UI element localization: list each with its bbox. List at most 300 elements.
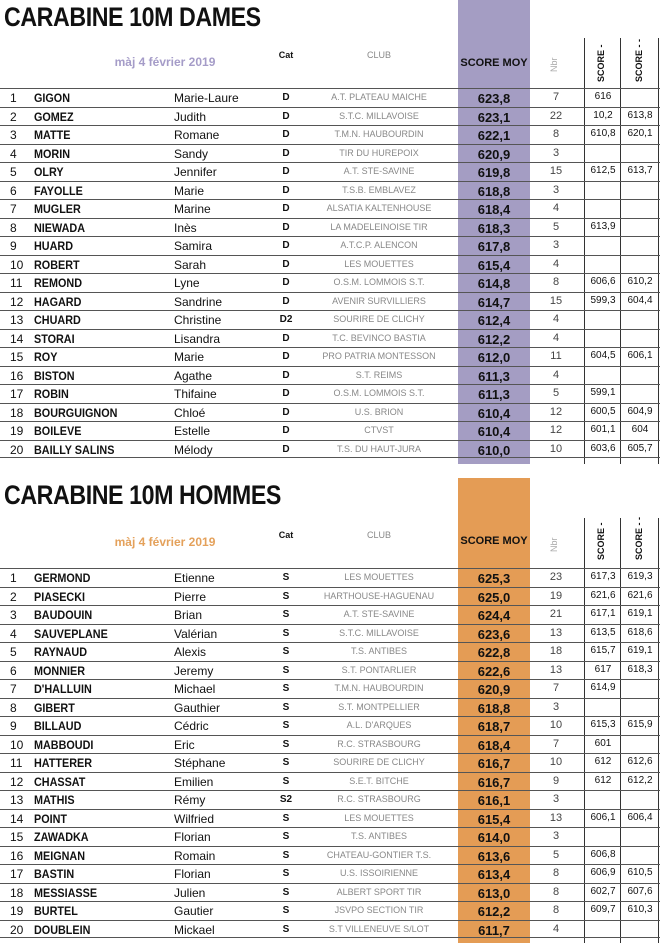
row-nbr: 8 (552, 276, 560, 288)
row-cat: S (282, 738, 290, 750)
row-rank: 20 (10, 442, 24, 457)
row-club: T.S. DU HAUT-JURA (336, 443, 421, 454)
row-rank: 8 (10, 700, 17, 715)
row-score-moy: 618,3 (477, 220, 511, 236)
row-score-2: 618,6 (627, 626, 653, 638)
row-score-moy: 613,6 (477, 848, 511, 864)
table-row (0, 144, 660, 163)
row-score-moy: 612,0 (477, 350, 511, 365)
row-score-2: 619,1 (627, 608, 653, 619)
row-rank: 2 (10, 589, 17, 604)
row-prenom: Agathe (174, 368, 213, 383)
row-cat: D2 (279, 314, 293, 325)
row-prenom: Etienne (174, 571, 215, 585)
row-score-moy: 614,0 (477, 830, 511, 845)
row-prenom: Marie (174, 350, 205, 364)
table-row (0, 125, 660, 144)
row-nom: MUGLER (34, 202, 81, 216)
row-cat: D (282, 92, 290, 103)
table-row (0, 827, 660, 846)
row-score-1: 614,9 (590, 682, 616, 693)
row-rank: 15 (10, 830, 24, 844)
row-score-moy: 624,4 (477, 608, 511, 623)
row-club: LES MOUETTES (344, 258, 414, 269)
row-nbr: 4 (552, 202, 560, 214)
row-nbr: 3 (552, 239, 560, 251)
section-title: CARABINE 10M HOMMES (4, 480, 281, 510)
row-nbr: 11 (550, 350, 562, 362)
row-score-moy: 610,4 (477, 424, 511, 439)
row-cat: D (282, 388, 290, 399)
row-cat: S (282, 590, 290, 602)
row-score-2: 615,9 (627, 719, 653, 730)
table-row (0, 624, 660, 643)
row-club: T.S.B. EMBLAVEZ (342, 184, 416, 195)
row-prenom: Florian (174, 867, 211, 881)
row-nom: SAUVEPLANE (34, 626, 108, 641)
table-row (0, 440, 660, 459)
table-row (0, 88, 660, 107)
row-cat: S (282, 831, 290, 842)
row-cat: S (282, 849, 290, 861)
row-club: PRO PATRIA MONTESSON (322, 351, 436, 361)
table-row (0, 199, 660, 218)
header-cat: Cat (278, 530, 294, 540)
row-club: S.T. PONTARLIER (341, 664, 417, 675)
row-club: T.S. ANTIBES (350, 831, 408, 841)
row-prenom: Eric (174, 737, 195, 752)
row-club: O.S.M. LOMMOIS S.T. (333, 388, 425, 398)
row-score-1: 613,9 (590, 220, 616, 232)
table-row (0, 698, 660, 717)
row-prenom: Wilfried (174, 811, 215, 826)
row-nom: BISTON (34, 368, 75, 383)
ranking-table (0, 568, 660, 938)
row-nbr: 5 (552, 848, 560, 861)
row-rank: 9 (10, 719, 17, 733)
row-nom: CHUARD (34, 313, 81, 327)
row-score-moy: 613,4 (477, 867, 511, 882)
table-row (0, 403, 660, 422)
row-nbr: 4 (552, 368, 560, 381)
row-score-1: 612 (594, 756, 612, 767)
row-nom: MORIN (34, 146, 70, 161)
row-score-1: 599,1 (590, 387, 616, 398)
table-row (0, 162, 660, 181)
row-cat: D (282, 351, 290, 362)
row-score-2: 605,7 (627, 442, 653, 454)
row-rank: 1 (10, 91, 17, 105)
row-cat: S (282, 664, 290, 676)
row-club: CHATEAU-GONTIER T.S. (326, 849, 432, 860)
row-nom: PIASECKI (34, 589, 86, 604)
row-prenom: Alexis (174, 645, 207, 659)
row-nbr: 13 (549, 626, 563, 639)
row-score-2: 619,1 (627, 645, 653, 656)
row-prenom: Judith (174, 109, 207, 124)
row-score-1: 599,3 (590, 294, 616, 306)
row-nbr: 9 (552, 774, 560, 787)
row-cat: S (282, 701, 290, 713)
row-nom: MONNIER (34, 663, 86, 678)
row-nom: RAYNAUD (34, 645, 88, 659)
row-rank: 18 (10, 405, 24, 420)
row-nbr: 15 (549, 294, 563, 307)
row-score-1: 601 (594, 737, 612, 749)
row-club: LES MOUETTES (344, 812, 414, 823)
row-nbr: 3 (552, 146, 560, 159)
row-score-moy: 625,3 (477, 571, 511, 586)
row-score-2: 621,6 (627, 589, 653, 601)
row-rank: 11 (10, 276, 23, 290)
row-nom: STORAI (34, 331, 75, 346)
row-cat: D (282, 406, 290, 418)
row-score-moy: 618,7 (477, 719, 511, 734)
row-cat: S (282, 775, 290, 787)
row-club: ALBERT SPORT TIR (336, 886, 422, 897)
row-prenom: Sarah (174, 257, 207, 272)
table-row (0, 218, 660, 237)
row-score-2: 604,9 (627, 405, 653, 417)
row-prenom: Mélody (174, 442, 213, 457)
row-nbr: 8 (552, 128, 560, 140)
row-prenom: Lyne (174, 276, 200, 290)
row-club: LA MADELEINOISE TIR (330, 221, 428, 232)
row-prenom: Romain (174, 848, 216, 863)
row-prenom: Jeremy (174, 663, 214, 678)
row-nom: GIGON (34, 91, 71, 105)
row-nbr: 4 (552, 922, 560, 935)
row-score-2: 619,3 (627, 571, 653, 582)
row-rank: 17 (10, 387, 24, 401)
row-cat: D (282, 110, 290, 122)
row-score-1: 606,8 (590, 848, 616, 860)
row-nom: POINT (34, 811, 68, 826)
row-cat: D (282, 166, 290, 177)
table-row (0, 716, 660, 735)
row-nom: BAILLY SALINS (34, 442, 115, 457)
row-prenom: Mickael (174, 922, 215, 937)
row-score-1: 617,3 (590, 571, 616, 582)
row-nbr: 15 (549, 165, 563, 177)
row-nbr: 10 (549, 756, 563, 768)
row-score-moy: 623,1 (477, 109, 511, 125)
section-carabine-dames (0, 0, 660, 464)
header-club: CLUB (366, 50, 391, 60)
row-score-2: 618,3 (627, 663, 653, 675)
section-carabine-hommes (0, 478, 660, 943)
row-cat: D (282, 258, 290, 270)
row-cat: D (282, 240, 290, 251)
row-score-moy: 615,4 (477, 811, 511, 827)
row-nom: GIBERT (34, 700, 75, 715)
row-nom: FAYOLLE (34, 183, 83, 198)
row-score-2: 606,1 (627, 350, 653, 361)
row-score-moy: 612,4 (477, 313, 511, 328)
row-nbr: 13 (549, 811, 563, 824)
row-score-moy: 625,0 (477, 589, 511, 605)
row-nbr: 7 (552, 737, 560, 750)
row-nbr: 4 (552, 257, 560, 270)
row-cat: S (282, 646, 290, 657)
row-score-1: 10,2 (593, 109, 613, 121)
row-cat: S2 (279, 794, 293, 805)
row-score-2: 606,4 (627, 811, 653, 823)
ranking-table (0, 88, 660, 458)
row-club: ALSATIA KALTENHOUSE (326, 203, 432, 213)
row-prenom: Valérian (174, 626, 218, 641)
row-score-moy: 616,1 (477, 793, 511, 808)
row-club: S.E.T. BITCHE (349, 775, 409, 786)
row-score-2: 604 (631, 424, 649, 435)
header-cat: Cat (278, 50, 294, 60)
row-score-1: 615,7 (590, 645, 616, 656)
row-rank: 5 (10, 165, 17, 179)
row-nbr: 8 (552, 885, 560, 898)
row-club: R.C. STRASBOURG (337, 794, 421, 804)
row-club: U.S. BRION (354, 406, 404, 417)
table-row (0, 772, 660, 791)
row-score-1: 617 (594, 663, 612, 675)
row-nbr: 8 (552, 904, 560, 916)
row-club: A.L. D'ARQUES (346, 720, 412, 730)
row-cat: S (282, 683, 290, 694)
row-prenom: Marie (174, 183, 205, 198)
row-nbr: 5 (552, 220, 560, 233)
row-nbr: 3 (552, 700, 560, 713)
row-prenom: Jennifer (174, 165, 217, 179)
row-nom: DOUBLEIN (34, 922, 91, 937)
row-nbr: 10 (549, 719, 563, 731)
table-row (0, 421, 660, 440)
row-club: S.T. REIMS (355, 369, 403, 380)
row-cat: D (282, 443, 290, 455)
row-cat: S (282, 609, 290, 620)
row-prenom: Romane (174, 128, 220, 142)
row-club: R.C. STRASBOURG (337, 738, 421, 749)
row-score-2: 610,5 (627, 867, 653, 878)
row-prenom: Chloé (174, 405, 206, 420)
row-rank: 4 (10, 626, 17, 641)
row-nom: REMOND (34, 276, 83, 290)
row-club: A.T. STE-SAVINE (343, 166, 415, 176)
row-rank: 7 (10, 202, 17, 216)
row-score-moy: 622,8 (477, 645, 511, 660)
row-rank: 13 (10, 793, 24, 807)
row-score-moy: 616,7 (477, 774, 511, 790)
row-prenom: Estelle (174, 424, 211, 438)
row-cat: D (282, 184, 290, 196)
row-rank: 11 (10, 756, 23, 770)
row-club: CTVST (364, 425, 394, 435)
row-nbr: 5 (552, 387, 560, 399)
row-cat: S (282, 572, 290, 583)
row-score-2: 604,4 (627, 294, 653, 306)
row-club: S.T.C. MILLAVOISE (339, 110, 419, 121)
row-nbr: 12 (549, 405, 563, 418)
row-score-moy: 611,3 (478, 387, 510, 402)
row-score-moy: 620,9 (477, 682, 511, 697)
table-row (0, 107, 660, 126)
row-rank: 13 (10, 313, 24, 327)
row-nom: GERMOND (34, 571, 91, 585)
row-nom: BOILEVE (34, 424, 82, 438)
row-nbr: 13 (549, 663, 563, 676)
table-row (0, 642, 660, 661)
table-row (0, 920, 660, 939)
row-score-moy: 611,3 (478, 368, 510, 384)
header-nbr: Nbr (549, 57, 559, 72)
row-rank: 6 (10, 663, 17, 678)
row-rank: 4 (10, 146, 17, 161)
row-club: JSVPO SECTION TIR (334, 905, 424, 915)
table-row (0, 181, 660, 200)
row-cat: D (282, 295, 290, 307)
row-prenom: Rémy (174, 793, 206, 807)
row-nbr: 3 (552, 830, 560, 842)
row-nbr: 3 (552, 183, 560, 196)
row-score-moy: 612,2 (477, 904, 511, 919)
row-rank: 2 (10, 109, 17, 124)
row-score-2: 620,1 (627, 128, 653, 139)
row-rank: 19 (10, 904, 24, 918)
row-cat: S (282, 868, 290, 879)
table-row (0, 292, 660, 311)
row-nom: MESSIASSE (34, 885, 98, 900)
row-cat: D (282, 277, 290, 288)
header-score-moy: SCORE MOY (460, 535, 528, 547)
table-row (0, 273, 660, 292)
header-club: CLUB (366, 530, 391, 540)
table-row (0, 864, 660, 883)
row-club: S.T.C. MILLAVOISE (339, 627, 419, 638)
row-score-moy: 614,8 (477, 276, 511, 291)
row-score-2: 607,6 (627, 885, 653, 897)
header-score-2: SCORE - - (634, 516, 644, 560)
row-score-moy: 613,0 (477, 885, 511, 901)
row-club: LES MOUETTES (344, 572, 414, 582)
row-rank: 12 (10, 294, 24, 309)
row-score-moy: 614,7 (477, 294, 511, 310)
row-score-1: 600,5 (590, 405, 616, 417)
row-nom: MATTE (34, 128, 71, 142)
row-score-1: 616 (594, 91, 612, 102)
row-score-moy: 623,8 (477, 91, 511, 106)
table-row (0, 846, 660, 865)
row-club: A.T. STE-SAVINE (343, 609, 415, 619)
table-row (0, 384, 660, 403)
row-nom: OLRY (34, 165, 64, 179)
row-cat: D (282, 147, 290, 159)
row-score-moy: 618,8 (477, 183, 511, 199)
row-nom: ROBERT (34, 257, 80, 272)
row-nbr: 7 (552, 682, 560, 694)
row-cat: D (282, 369, 290, 381)
row-prenom: Lisandra (174, 331, 221, 346)
row-rank: 19 (10, 424, 24, 438)
row-score-1: 621,6 (590, 589, 616, 601)
row-rank: 18 (10, 885, 24, 900)
row-rank: 15 (10, 350, 24, 364)
row-rank: 3 (10, 128, 17, 142)
header-score-1: SCORE - (596, 44, 606, 82)
row-score-moy: 623,6 (477, 626, 511, 642)
row-prenom: Christine (174, 313, 222, 327)
row-club: TIR DU HUREPOIX (339, 147, 419, 158)
table-row (0, 568, 660, 587)
row-prenom: Sandy (174, 146, 209, 161)
row-club: S.T VILLENEUVE S/LOT (328, 923, 430, 934)
row-prenom: Marine (174, 202, 211, 216)
row-rank: 16 (10, 848, 24, 863)
row-rank: 9 (10, 239, 17, 253)
row-prenom: Michael (174, 682, 216, 696)
row-nbr: 21 (549, 608, 563, 620)
row-nom: ROBIN (34, 387, 69, 401)
row-score-1: 612,5 (590, 165, 616, 176)
row-score-moy: 611,7 (478, 922, 510, 938)
row-score-2: 610,3 (627, 904, 653, 915)
row-score-moy: 610,0 (477, 442, 511, 458)
row-club: A.T. PLATEAU MAICHE (331, 92, 427, 102)
row-score-moy: 610,4 (477, 405, 511, 421)
row-score-moy: 618,8 (477, 700, 511, 716)
row-club: O.S.M. LOMMOIS S.T. (333, 277, 425, 287)
row-score-1: 613,5 (590, 626, 616, 638)
row-score-1: 609,7 (590, 904, 616, 915)
row-nbr: 8 (552, 867, 560, 879)
table-row (0, 753, 660, 772)
row-score-moy: 615,4 (477, 257, 511, 273)
row-club: A.T.C.P. ALENCON (340, 240, 418, 250)
row-rank: 20 (10, 922, 24, 937)
row-cat: D (282, 203, 290, 214)
row-score-moy: 617,8 (477, 239, 511, 254)
row-prenom: Thifaine (174, 387, 217, 401)
header-score-2: SCORE - - (634, 38, 644, 82)
table-row (0, 735, 660, 754)
header-score-moy: SCORE MOY (460, 57, 528, 69)
row-cat: S (282, 812, 290, 824)
row-rank: 5 (10, 645, 17, 659)
table-row (0, 605, 660, 624)
row-nbr: 4 (552, 313, 560, 325)
row-prenom: Brian (174, 608, 203, 622)
row-nom: CHASSAT (34, 774, 86, 789)
row-score-moy: 622,1 (477, 128, 511, 143)
row-nom: HATTERER (34, 756, 93, 770)
row-score-1: 606,1 (590, 811, 616, 823)
row-rank: 1 (10, 571, 17, 585)
header-nbr: Nbr (549, 537, 559, 552)
row-score-1: 601,1 (590, 424, 616, 435)
row-nom: BURTEL (34, 904, 78, 918)
update-date: màj 4 février 2019 (114, 55, 216, 69)
row-nom: BOURGUIGNON (34, 405, 118, 420)
row-club: S.T. MONTPELLIER (338, 701, 420, 712)
row-score-1: 612 (594, 774, 612, 786)
row-score-2: 613,8 (627, 109, 653, 121)
row-score-1: 610,8 (590, 128, 616, 139)
row-nom: D'HALLUIN (34, 682, 92, 696)
row-nbr: 3 (552, 793, 560, 805)
row-rank: 10 (10, 737, 24, 752)
row-club: T.M.N. HAUBOURDIN (334, 683, 424, 693)
row-cat: S (282, 757, 290, 768)
row-rank: 14 (10, 331, 24, 346)
row-prenom: Pierre (174, 589, 207, 604)
row-club: T.S. ANTIBES (350, 646, 408, 656)
